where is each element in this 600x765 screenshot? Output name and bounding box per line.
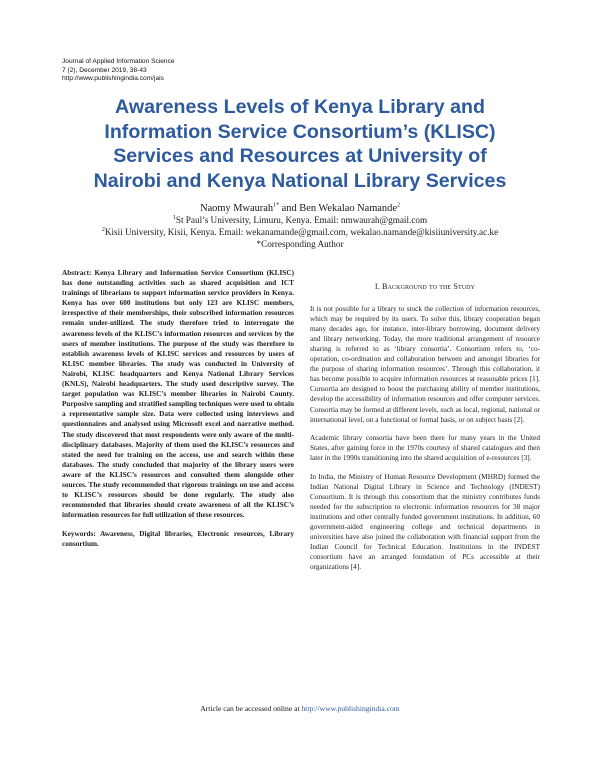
title-line: Awareness Levels of Kenya Library and (115, 96, 485, 118)
journal-header (62, 58, 175, 84)
footer-prefix: Article can be accessed online at (200, 704, 302, 713)
author-block (40, 202, 560, 250)
author-1: Naomy Mwaurah (200, 203, 274, 214)
journal-url[interactable]: http://www.publishingindia.com/jais (62, 75, 164, 83)
author-2: Ben Wekalao Namande (299, 203, 397, 214)
abstract-text: Abstract: Kenya Library and Information Service Consortium (KLISC) has done outstanding activities such as shared acquisition and ICT trainings of librarians to support information service providers in Kenya. Kenya has over 600 institutions but only 123 are KLISC members, irrespective of their memberships, their subscribed information resources remain under-utilized. The study therefore tried to interrogate the awareness levels of the KLISC’s information resources and services by the users of member institutions. The purpose of the study was therefore to establish awareness levels of KLISC services and resources by users of KLISC member libraries. The study was conducted in University of Nairobi, KLISC headquarters and Kenya National Library Services (KNLS), Nairobi headquarters. The study used descriptive survey. The target population was KLISC’s member libraries in Nairobi County. Purposive sampling and stratified sampling techniques were used to obtain a representative sample size. Data were collected using interviews and questionnaires and analysed using Microsoft excel and narrative method. The study discovered that most respondents were only aware of the multi-disciplinary databases. Majority of them used the KLISC’s resources and stated the need for training on the access, use and search within these databases. The study concluded that majority of the library users were aware of the KLISC’s resources and consulted them alongside other sources. The study recommended that rigorous trainings on use and access to KLISC’s resources should be done regularly. The study also recommended that libraries should create awareness of all the KLISC’s information resources for full utilization of these resources. (62, 269, 294, 520)
title-line: Nairobi and Kenya National Library Services (93, 169, 507, 192)
article-title (40, 95, 560, 193)
affiliation-2-text: Kisii University, Kisii, Kenya. Email: wekanamande@gmail.com, wekalao.namande@kisiiuniversity.ac.ke (104, 226, 499, 237)
author-names (40, 202, 560, 215)
abstract (62, 268, 294, 550)
paragraph: In India, the Ministry of Human Resource Development (MHRD) formed the Indian National Digital Library in Science and Technology (INDEST) Consortium. It is through this consortium that the ministry contributes funds needed for the subscription to electronic information resources for 38 major institutions and other centrally funded government institutions. In addition, 60 government-aided engineering college and technical departments in universities have also joined the collaboration with financial support from the Indian Council for Technical Education. Institutions in the INDEST consortium have an arranged foundation of PCs accessible at their organizations [4]. (310, 472, 540, 572)
section-heading: I. Background to the Study (374, 282, 476, 291)
affiliation-2 (40, 227, 560, 239)
affiliation-1 (40, 215, 560, 227)
author-2-marker: 2 (396, 202, 400, 209)
title-line: Services and Resources at University of (113, 145, 487, 167)
affiliation-1-marker: 1 (172, 214, 176, 221)
background-section (310, 282, 540, 581)
journal-name: Journal of Applied Information Science (62, 58, 175, 65)
paragraph: It is not possible for a library to stock the collection of information resources, which may be required by its users. To solve this, library cooperation began many decades ago, for instance, inter-library borrowing, document delivery and library networking. Today, the more traditional arrangement of resource sharing is referred to as ‘library consortia’. Consortium refers to, ‘co-operation, co-ordination and collaboration between and amongst libraries for the purpose of sharing information resources’. Through this collaboration, it has become possible to acquire information resources at reasonable prices [1]. Consortia are designed to boost the purchasing ability of member institutions, develop the accessibility of information resources and offer computer services. Consortia may be formed at different levels, such as local, regional, national or international level, on a functional or formal basis, or on subject basis [2]. (310, 305, 540, 424)
affiliation-1-text: St Paul’s University, Limuru, Kenya. Email: nmwaurah@gmail.com (175, 215, 428, 225)
author-1-marker: 1* (273, 202, 280, 209)
paragraph: Academic library consortia have been there for many years in the United States, after gaining force in the 1970s courtesy of shared catalogues and then later in the 1990s transitioning into the shared acquisition of e-resources [3]. (310, 434, 540, 463)
corresponding-author: *Corresponding Author (256, 238, 344, 249)
journal-issue: 7 (2), December 2019, 38-43 (62, 66, 147, 74)
affiliation-2-marker: 2 (101, 226, 105, 233)
footer (0, 704, 600, 713)
title-line: Information Service Consortium’s (KLISC) (104, 120, 496, 143)
keywords: Keywords: Awareness, Digital libraries, Electronic resources, Library consortium. (62, 530, 294, 549)
author-connector: and (279, 203, 300, 214)
footer-link[interactable]: http://www.publishingindia.com (301, 704, 400, 713)
